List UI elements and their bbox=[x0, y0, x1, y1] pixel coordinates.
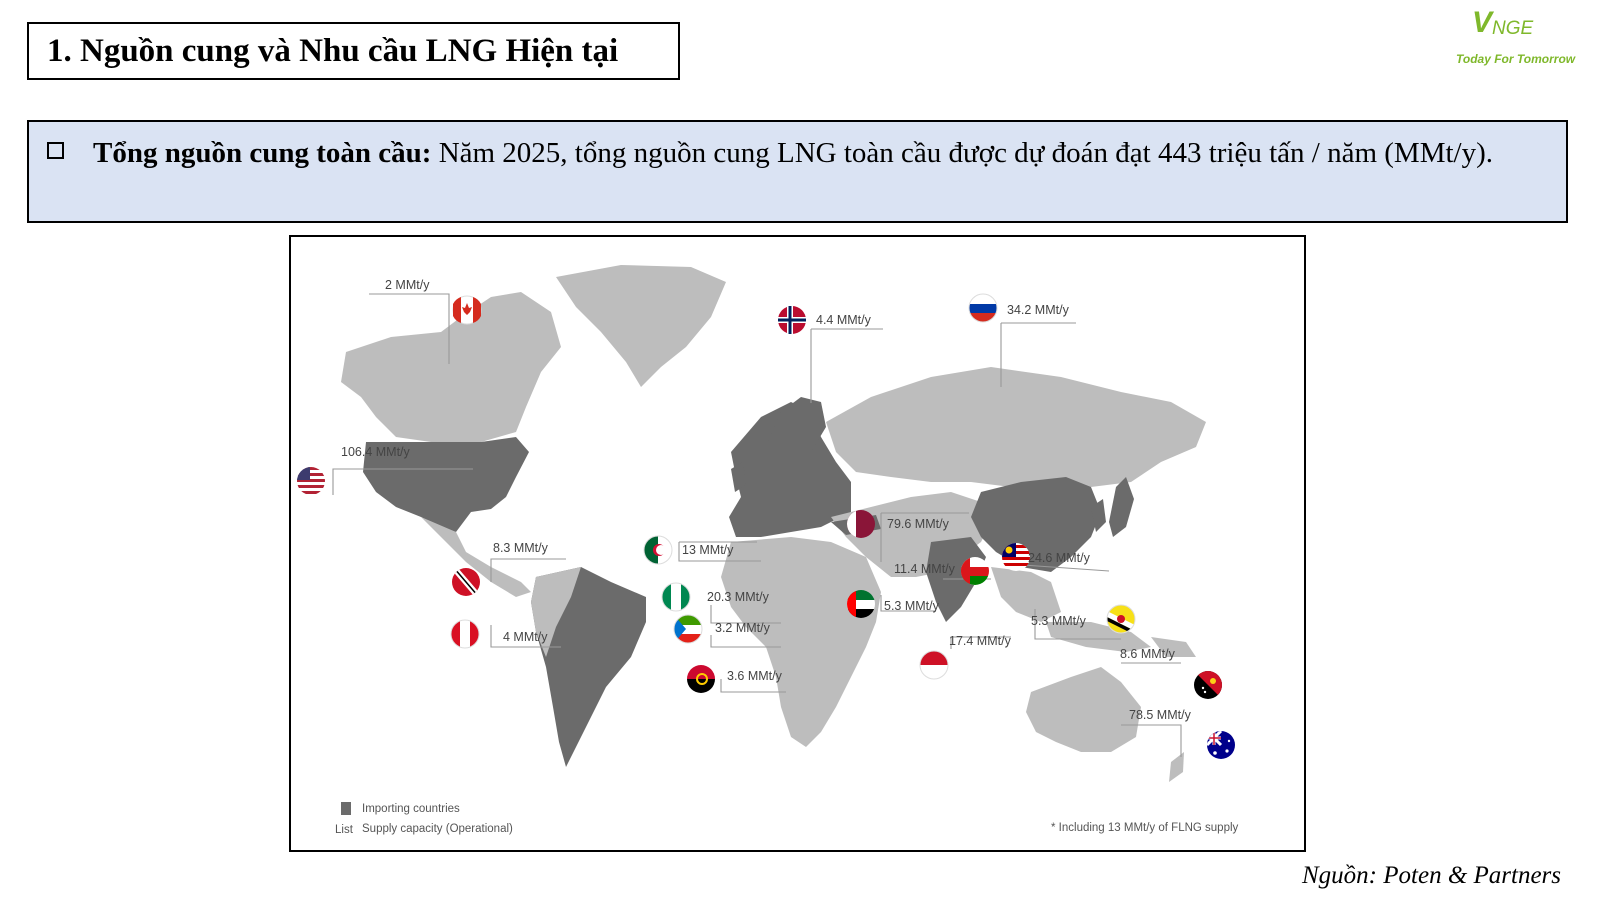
map-footnote: * Including 13 MMt/y of FLNG supply bbox=[1051, 822, 1239, 834]
checkbox-icon bbox=[47, 142, 64, 159]
canada-shape bbox=[341, 292, 561, 442]
summary-text bbox=[93, 131, 1553, 176]
label-equatorial-guinea: 3.2 MMt/y bbox=[715, 621, 770, 635]
label-png: 8.6 MMt/y bbox=[1120, 647, 1175, 661]
summary-label: Tổng nguồn cung toàn cầu: bbox=[93, 137, 432, 169]
russia-flag-icon bbox=[969, 294, 997, 322]
legend-list-prefix: List bbox=[335, 824, 353, 836]
africa-shape bbox=[721, 537, 881, 747]
label-canada: 2 MMt/y bbox=[385, 278, 430, 292]
algeria-flag-icon bbox=[644, 536, 672, 564]
source-citation: Nguồn: Poten & Partners bbox=[1302, 862, 1562, 889]
legend-supply-label: Supply capacity (Operational) bbox=[362, 823, 513, 835]
indonesia-flag-icon bbox=[920, 651, 948, 679]
legend-importing-label: Importing countries bbox=[362, 803, 460, 815]
peru-flag-icon bbox=[451, 620, 479, 648]
label-uae: 5.3 MMt/y bbox=[884, 599, 939, 613]
label-algeria: 13 MMt/y bbox=[682, 543, 734, 557]
summary-body: Năm 2025, tổng nguồn cung LNG toàn cầu được dự đoán đạt 443 triệu tấn / năm (MMt/y). bbox=[431, 137, 1494, 169]
label-trinidad: 8.3 MMt/y bbox=[493, 541, 548, 555]
world-map bbox=[291, 237, 1304, 850]
legend-importing-swatch bbox=[341, 802, 351, 815]
canada-flag-icon bbox=[453, 296, 481, 324]
usa-flag-icon bbox=[297, 467, 325, 495]
label-russia: 34.2 MMt/y bbox=[1007, 303, 1069, 317]
equatorial-guinea-flag-icon bbox=[674, 615, 702, 643]
malaysia-flag-icon bbox=[1002, 543, 1030, 571]
angola-flag-icon bbox=[687, 665, 715, 693]
label-indonesia: 17.4 MMt/y bbox=[949, 634, 1011, 648]
norway-flag-icon bbox=[778, 306, 806, 334]
label-norway: 4.4 MMt/y bbox=[816, 313, 871, 327]
logo-tagline: Today For Tomorrow bbox=[1456, 52, 1576, 66]
label-brunei: 5.3 MMt/y bbox=[1031, 614, 1086, 628]
japan-shape bbox=[1109, 477, 1134, 537]
australia-flag-icon bbox=[1207, 731, 1235, 759]
label-peru: 4 MMt/y bbox=[503, 630, 548, 644]
nigeria-flag-icon bbox=[662, 583, 690, 611]
trinidad-flag-icon bbox=[450, 568, 482, 596]
map-legend bbox=[335, 802, 1239, 836]
new-zealand-shape bbox=[1169, 752, 1184, 782]
landmass-layer bbox=[341, 265, 1206, 782]
australia-shape bbox=[1026, 667, 1141, 752]
uae-flag-icon bbox=[847, 590, 875, 618]
logo-wordmark: NGE bbox=[1492, 18, 1534, 39]
label-usa: 106.4 MMt/y bbox=[341, 445, 410, 459]
lng-supply-map bbox=[289, 235, 1306, 852]
russia-shape bbox=[826, 367, 1206, 492]
qatar-flag-icon bbox=[847, 510, 875, 538]
label-nigeria: 20.3 MMt/y bbox=[707, 590, 769, 604]
page-title: 1. Nguồn cung và Nhu cầu LNG Hiện tại bbox=[27, 22, 680, 80]
png-flag-icon bbox=[1194, 671, 1222, 699]
label-australia: 78.5 MMt/y bbox=[1129, 708, 1191, 722]
label-angola: 3.6 MMt/y bbox=[727, 669, 782, 683]
label-oman: 11.4 MMt/y bbox=[894, 562, 955, 576]
label-qatar: 79.6 MMt/y bbox=[887, 517, 949, 531]
vnge-logo bbox=[1450, 6, 1590, 70]
label-malaysia: 24.6 MMt/y bbox=[1028, 551, 1090, 565]
logo-letter: V bbox=[1472, 6, 1493, 39]
oman-flag-icon bbox=[961, 557, 989, 585]
summary-box bbox=[27, 120, 1568, 223]
greenland-shape bbox=[556, 265, 726, 387]
